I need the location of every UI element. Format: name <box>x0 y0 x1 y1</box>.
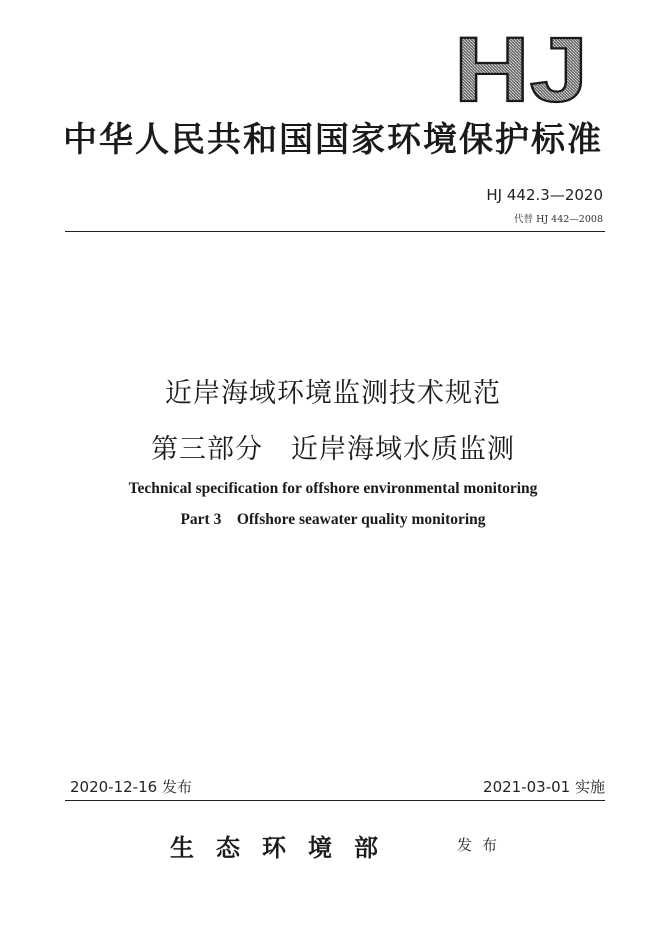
issuer-name: 生态环境部 <box>170 833 400 862</box>
replaces-note: 代替 HJ 442—2008 <box>514 214 603 225</box>
hj-logo-text: HJ <box>454 34 588 104</box>
issuer-suffix: 发布 <box>457 836 508 854</box>
top-divider <box>65 231 605 232</box>
org-title: 中华人民共和国国家环境保护标准 <box>63 120 603 160</box>
hj-logo <box>452 34 590 104</box>
standard-number: HJ 442.3—2020 <box>486 186 603 204</box>
implementation-date: 2021-03-01 实施 <box>483 778 605 796</box>
title-cn-line2: 第三部分 近岸海域水质监测 <box>151 434 515 465</box>
title-cn-line1: 近岸海域环境监测技术规范 <box>165 378 501 409</box>
issue-date: 2020-12-16 发布 <box>70 778 192 796</box>
bottom-divider <box>65 800 605 801</box>
title-en-line1: Technical specification for offshore environmental monitoring <box>128 480 538 497</box>
title-en-line2: Part 3 Offshore seawater quality monitoring <box>180 511 486 528</box>
